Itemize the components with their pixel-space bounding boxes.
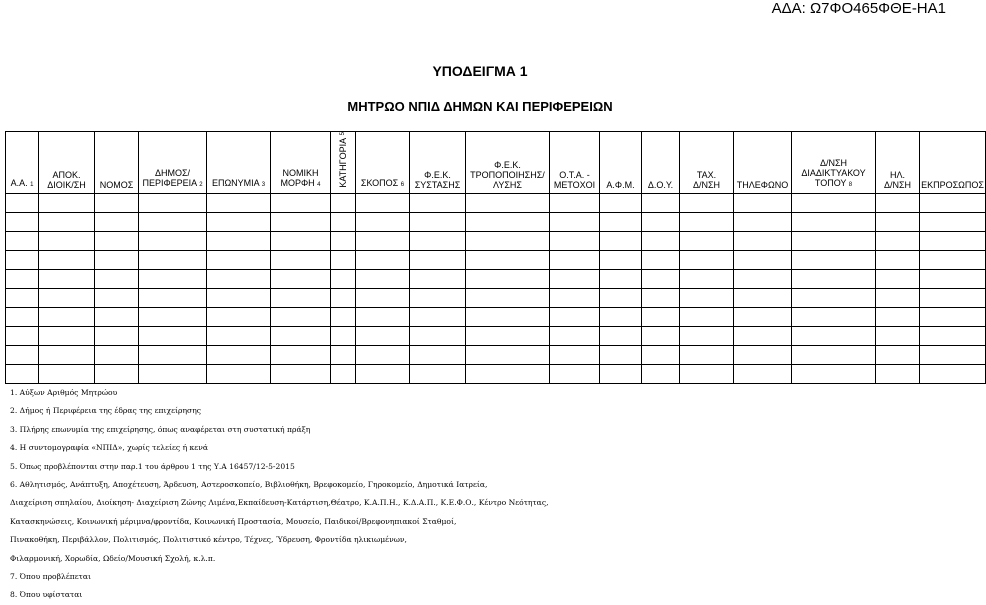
- table-cell: [271, 308, 331, 327]
- table-cell: [331, 365, 356, 384]
- table-cell: [466, 308, 550, 327]
- table-cell: [331, 289, 356, 308]
- column-header-label: ΠΕΡΙΦΕΡΕΙΑ: [142, 178, 197, 188]
- column-header-label: ΕΚΠΡΟΣΩΠΟΣ: [921, 180, 984, 190]
- table-cell: [550, 308, 600, 327]
- table-row: [6, 289, 986, 308]
- table-cell: [39, 327, 95, 346]
- table-cell: [271, 289, 331, 308]
- table-row: [6, 346, 986, 365]
- table-cell: [356, 308, 410, 327]
- table-cell: [876, 251, 920, 270]
- column-header: [410, 132, 466, 194]
- table-cell: [331, 232, 356, 251]
- table-cell: [642, 232, 680, 251]
- table-cell: [6, 308, 39, 327]
- table-cell: [550, 251, 600, 270]
- table-cell: [550, 270, 600, 289]
- column-header: [920, 132, 986, 194]
- table-cell: [876, 232, 920, 251]
- table-cell: [410, 232, 466, 251]
- table-cell: [271, 365, 331, 384]
- column-header-label: ΑΠΟΚ.: [52, 170, 81, 180]
- column-header-label: ΤΟΠΟΥ: [814, 178, 847, 188]
- table-cell: [207, 365, 271, 384]
- table-cell: [792, 232, 876, 251]
- column-header-label: ΣΚΟΠΟΣ: [360, 178, 399, 188]
- table-cell: [600, 251, 642, 270]
- table-cell: [920, 251, 986, 270]
- table-cell: [466, 194, 550, 213]
- table-cell: [680, 194, 734, 213]
- table-cell: [680, 270, 734, 289]
- table-cell: [207, 308, 271, 327]
- column-header: [207, 132, 271, 194]
- table-cell: [356, 232, 410, 251]
- table-cell: [642, 308, 680, 327]
- table-cell: [792, 251, 876, 270]
- table-cell: [356, 213, 410, 232]
- table-cell: [95, 365, 139, 384]
- table-cell: [95, 346, 139, 365]
- ada-code: ΑΔΑ: Ω7ΦΟ465ΦΘΕ-ΗΑ1: [771, 0, 946, 17]
- register-table: [5, 131, 986, 384]
- table-cell: [876, 289, 920, 308]
- table-cell: [550, 327, 600, 346]
- footnote-line: 5. Όπως προβλέπονται στην παρ.1 του άρθρου 1 της Υ.Α 16457/12-5-2015: [10, 461, 295, 471]
- table-cell: [356, 194, 410, 213]
- table-cell: [792, 327, 876, 346]
- column-header: [356, 132, 410, 194]
- table-cell: [410, 308, 466, 327]
- table-cell: [207, 289, 271, 308]
- table-cell: [410, 327, 466, 346]
- column-header: [680, 132, 734, 194]
- table-cell: [410, 194, 466, 213]
- table-cell: [95, 327, 139, 346]
- table-cell: [466, 289, 550, 308]
- table-cell: [600, 365, 642, 384]
- table-cell: [410, 365, 466, 384]
- table-cell: [39, 213, 95, 232]
- column-header-label: Α.Φ.Μ.: [606, 180, 635, 190]
- footnote-line: 1. Αύξων Αριθμός Μητρώου: [10, 388, 118, 397]
- column-header-label: ΔΙΟΙΚ/ΣΗ: [47, 180, 86, 190]
- table-cell: [466, 346, 550, 365]
- table-cell: [139, 232, 207, 251]
- column-header: [39, 132, 95, 194]
- column-header-label: ΛΥΣΗΣ: [493, 180, 522, 190]
- table-cell: [95, 194, 139, 213]
- table-cell: [6, 270, 39, 289]
- table-cell: [207, 346, 271, 365]
- table-cell: [331, 270, 356, 289]
- table-cell: [139, 270, 207, 289]
- footnote-ref: 5: [340, 132, 346, 136]
- column-header-label: Δ/ΝΣΗ: [883, 180, 912, 190]
- table-cell: [331, 327, 356, 346]
- table-cell: [95, 289, 139, 308]
- table-cell: [600, 308, 642, 327]
- table-cell: [6, 289, 39, 308]
- footnote-ref: 3: [261, 182, 266, 188]
- column-header-label: Δ.Ο.Υ.: [647, 180, 674, 190]
- table-cell: [271, 194, 331, 213]
- table-row: [6, 194, 986, 213]
- table-cell: [139, 327, 207, 346]
- table-cell: [680, 213, 734, 232]
- table-cell: [600, 194, 642, 213]
- column-header: [876, 132, 920, 194]
- table-cell: [331, 251, 356, 270]
- footnote-line: 3. Πλήρης επωνυμία της επιχείρησης, όπως αναφέρεται στη συστατική πράξη: [10, 424, 311, 434]
- table-cell: [920, 327, 986, 346]
- table-cell: [600, 289, 642, 308]
- table-cell: [920, 365, 986, 384]
- table-cell: [207, 251, 271, 270]
- table-cell: [792, 213, 876, 232]
- table-cell: [207, 213, 271, 232]
- table-cell: [95, 270, 139, 289]
- column-header-label: ΤΗΛΕΦΩΝΟ: [736, 180, 789, 190]
- column-header-label: Α.Α.: [10, 178, 28, 188]
- table-cell: [39, 232, 95, 251]
- table-cell: [642, 346, 680, 365]
- table-cell: [95, 213, 139, 232]
- table-cell: [271, 251, 331, 270]
- document-title: ΥΠΟΔΕΙΓΜΑ 1: [432, 63, 528, 79]
- table-cell: [139, 308, 207, 327]
- table-cell: [734, 308, 792, 327]
- table-row: [6, 365, 986, 384]
- table-cell: [95, 232, 139, 251]
- column-header: [792, 132, 876, 194]
- table-cell: [734, 251, 792, 270]
- table-cell: [792, 270, 876, 289]
- table-cell: [271, 270, 331, 289]
- table-cell: [331, 308, 356, 327]
- table-cell: [550, 213, 600, 232]
- column-header-label: ΤΡΟΠΟΠΟΙΗΣΗΣ/: [470, 170, 545, 180]
- table-cell: [792, 289, 876, 308]
- footnote-line: 8. Όπου υφίσταται: [10, 590, 83, 600]
- column-header-label: ΔΗΜΟΣ/: [154, 168, 191, 178]
- table-cell: [642, 194, 680, 213]
- table-cell: [39, 346, 95, 365]
- table-cell: [600, 327, 642, 346]
- table-cell: [792, 308, 876, 327]
- table-cell: [920, 213, 986, 232]
- table-cell: [876, 327, 920, 346]
- table-cell: [680, 346, 734, 365]
- table-cell: [734, 194, 792, 213]
- table-cell: [356, 346, 410, 365]
- table-cell: [331, 213, 356, 232]
- table-cell: [920, 270, 986, 289]
- footnote-line: 2. Δήμος ή Περιφέρεια της έδρας της επιχείρησης: [10, 406, 202, 416]
- table-cell: [600, 213, 642, 232]
- footnote-line: Διαχείριση σπηλαίου, Διοίκηση- Διαχείριση Ζώνης Λιμένα,Εκπαίδευση-Κατάρτιση,Θέατρο, Κ.Α.Π.Η., Κ.Δ.Α.Π., Κ.Ε.Φ.Ο., Κέντρο Νεότητας,: [10, 498, 549, 508]
- column-header-label: ΣΥΣΤΑΣΗΣ: [414, 180, 461, 190]
- table-cell: [642, 327, 680, 346]
- column-header: [95, 132, 139, 194]
- table-cell: [466, 270, 550, 289]
- table-cell: [792, 365, 876, 384]
- table-cell: [6, 194, 39, 213]
- table-cell: [271, 346, 331, 365]
- table-cell: [792, 346, 876, 365]
- table-cell: [39, 194, 95, 213]
- column-header-label: ΤΑΧ.: [696, 170, 717, 180]
- table-cell: [600, 270, 642, 289]
- table-cell: [410, 213, 466, 232]
- footnote-ref: 8: [848, 182, 853, 188]
- table-cell: [39, 270, 95, 289]
- table-cell: [680, 308, 734, 327]
- footnote-ref: 6: [400, 182, 405, 188]
- column-header-label: ΔΙΑΔΙΚΤΥΑΚΟΥ: [801, 168, 866, 178]
- table-cell: [356, 327, 410, 346]
- table-cell: [550, 232, 600, 251]
- table-cell: [6, 346, 39, 365]
- table-cell: [6, 232, 39, 251]
- footnotes: [10, 384, 940, 605]
- table-cell: [550, 346, 600, 365]
- table-cell: [876, 346, 920, 365]
- table-cell: [95, 251, 139, 270]
- table-cell: [6, 251, 39, 270]
- table-cell: [6, 327, 39, 346]
- footnote-ref: 2: [199, 182, 203, 188]
- footnote-ref: 1: [30, 182, 34, 188]
- table-cell: [550, 365, 600, 384]
- table-cell: [920, 346, 986, 365]
- table-cell: [410, 289, 466, 308]
- table-cell: [139, 346, 207, 365]
- table-cell: [271, 232, 331, 251]
- column-header: [139, 132, 207, 194]
- table-cell: [734, 365, 792, 384]
- table-cell: [642, 251, 680, 270]
- table-cell: [642, 213, 680, 232]
- column-header: [271, 132, 331, 194]
- table-cell: [876, 213, 920, 232]
- table-cell: [39, 289, 95, 308]
- register-subtitle: ΜΗΤΡΩΟ ΝΠΙΔ ΔΗΜΩΝ ΚΑΙ ΠΕΡΙΦΕΡΕΙΩΝ: [347, 99, 613, 114]
- table-cell: [734, 289, 792, 308]
- column-header-label: Φ.Ε.Κ.: [424, 170, 451, 180]
- table-cell: [920, 289, 986, 308]
- table-cell: [876, 365, 920, 384]
- table-cell: [6, 213, 39, 232]
- table-cell: [410, 346, 466, 365]
- table-cell: [207, 327, 271, 346]
- column-header-label: ΗΛ.: [889, 170, 905, 180]
- table-cell: [550, 289, 600, 308]
- table-cell: [680, 327, 734, 346]
- column-header: [466, 132, 550, 194]
- table-cell: [792, 194, 876, 213]
- table-cell: [39, 365, 95, 384]
- table-cell: [600, 232, 642, 251]
- table-cell: [466, 232, 550, 251]
- table-cell: [642, 270, 680, 289]
- table-cell: [876, 270, 920, 289]
- column-header-label: Δ/ΝΣΗ: [819, 158, 848, 168]
- table-cell: [680, 365, 734, 384]
- table-cell: [642, 365, 680, 384]
- column-header-label: ΚΑΤΗΓΟΡΙΑ: [338, 138, 348, 188]
- column-header: [734, 132, 792, 194]
- table-cell: [680, 289, 734, 308]
- table-cell: [734, 213, 792, 232]
- table-cell: [876, 308, 920, 327]
- column-header-label: ΝΟΜΟΣ: [99, 180, 134, 190]
- table-cell: [410, 251, 466, 270]
- table-cell: [550, 194, 600, 213]
- column-header: [6, 132, 39, 194]
- table-cell: [466, 327, 550, 346]
- table-cell: [734, 327, 792, 346]
- column-header: [600, 132, 642, 194]
- table-cell: [734, 346, 792, 365]
- table-cell: [600, 346, 642, 365]
- footnote-line: 7. Όπου προβλέπεται: [10, 571, 91, 581]
- table-cell: [466, 365, 550, 384]
- table-cell: [734, 270, 792, 289]
- table-row: [6, 232, 986, 251]
- table-row: [6, 308, 986, 327]
- footnote-line: Φιλαρμονική, Χορωδία, Ωδείο/Μουσική Σχολή, κ.λ.π.: [10, 553, 216, 563]
- table-cell: [207, 194, 271, 213]
- table-cell: [95, 308, 139, 327]
- table-cell: [680, 251, 734, 270]
- table-cell: [356, 251, 410, 270]
- table-cell: [920, 194, 986, 213]
- table-cell: [876, 194, 920, 213]
- table-row: [6, 270, 986, 289]
- table-cell: [6, 365, 39, 384]
- column-header-label: ΕΠΩΝΥΜΙΑ: [211, 178, 260, 188]
- table-cell: [139, 251, 207, 270]
- footnote-line: Κατασκηνώσεις, Κοινωνική μέριμνα/φροντίδα, Κοινωνική Προστασία, Μουσείο, Παιδικοί/Βρεφονηπιακοί Σταθμοί,: [10, 516, 457, 526]
- table-cell: [734, 232, 792, 251]
- table-cell: [139, 289, 207, 308]
- table-cell: [207, 232, 271, 251]
- table-cell: [331, 346, 356, 365]
- column-header-label: ΜΕΤΟΧΟΙ: [553, 180, 596, 190]
- table-cell: [139, 365, 207, 384]
- table-cell: [410, 270, 466, 289]
- table-cell: [642, 289, 680, 308]
- table-cell: [466, 251, 550, 270]
- table-cell: [139, 213, 207, 232]
- footnote-ref: 4: [317, 182, 321, 188]
- column-header-label: ΜΟΡΦΗ: [280, 178, 315, 188]
- column-header-label: Δ/ΝΣΗ: [692, 180, 721, 190]
- table-cell: [356, 365, 410, 384]
- table-cell: [271, 327, 331, 346]
- table-cell: [920, 232, 986, 251]
- table-cell: [271, 213, 331, 232]
- table-cell: [356, 289, 410, 308]
- table-row: [6, 213, 986, 232]
- table-cell: [139, 194, 207, 213]
- table-cell: [207, 270, 271, 289]
- footnote-line: Πινακοθήκη, Περιβάλλον, Πολιτισμός, Πολιτιστικό κέντρο, Τέχνες, Ύδρευση, Φροντίδα ηλικιωμένων,: [10, 535, 407, 545]
- table-cell: [680, 232, 734, 251]
- footnote-line: 4. Η συντομογραφία «ΝΠΙΔ», χωρίς τελείες ή κενά: [10, 443, 208, 453]
- table-cell: [466, 213, 550, 232]
- column-header: [331, 132, 356, 194]
- table-cell: [39, 308, 95, 327]
- column-header-label: ΝΟΜΙΚΗ: [282, 168, 319, 178]
- column-header-label: Ο.Τ.Α. -: [559, 170, 590, 180]
- column-header: [550, 132, 600, 194]
- table-row: [6, 327, 986, 346]
- table-cell: [356, 270, 410, 289]
- table-row: [6, 251, 986, 270]
- table-cell: [39, 251, 95, 270]
- table-header-row: [6, 132, 986, 194]
- column-header: [642, 132, 680, 194]
- column-header-label: Φ.Ε.Κ.: [494, 160, 521, 170]
- table-cell: [920, 308, 986, 327]
- footnote-line: 6. Αθλητισμός, Ανάπτυξη, Αποχέτευση, Άρδευση, Αστεροσκοπείο, Βιβλιοθήκη, Βρεφοκομείο, Γηροκομείο, Δημοτικά Ιατρεία,: [10, 479, 488, 489]
- table-cell: [331, 194, 356, 213]
